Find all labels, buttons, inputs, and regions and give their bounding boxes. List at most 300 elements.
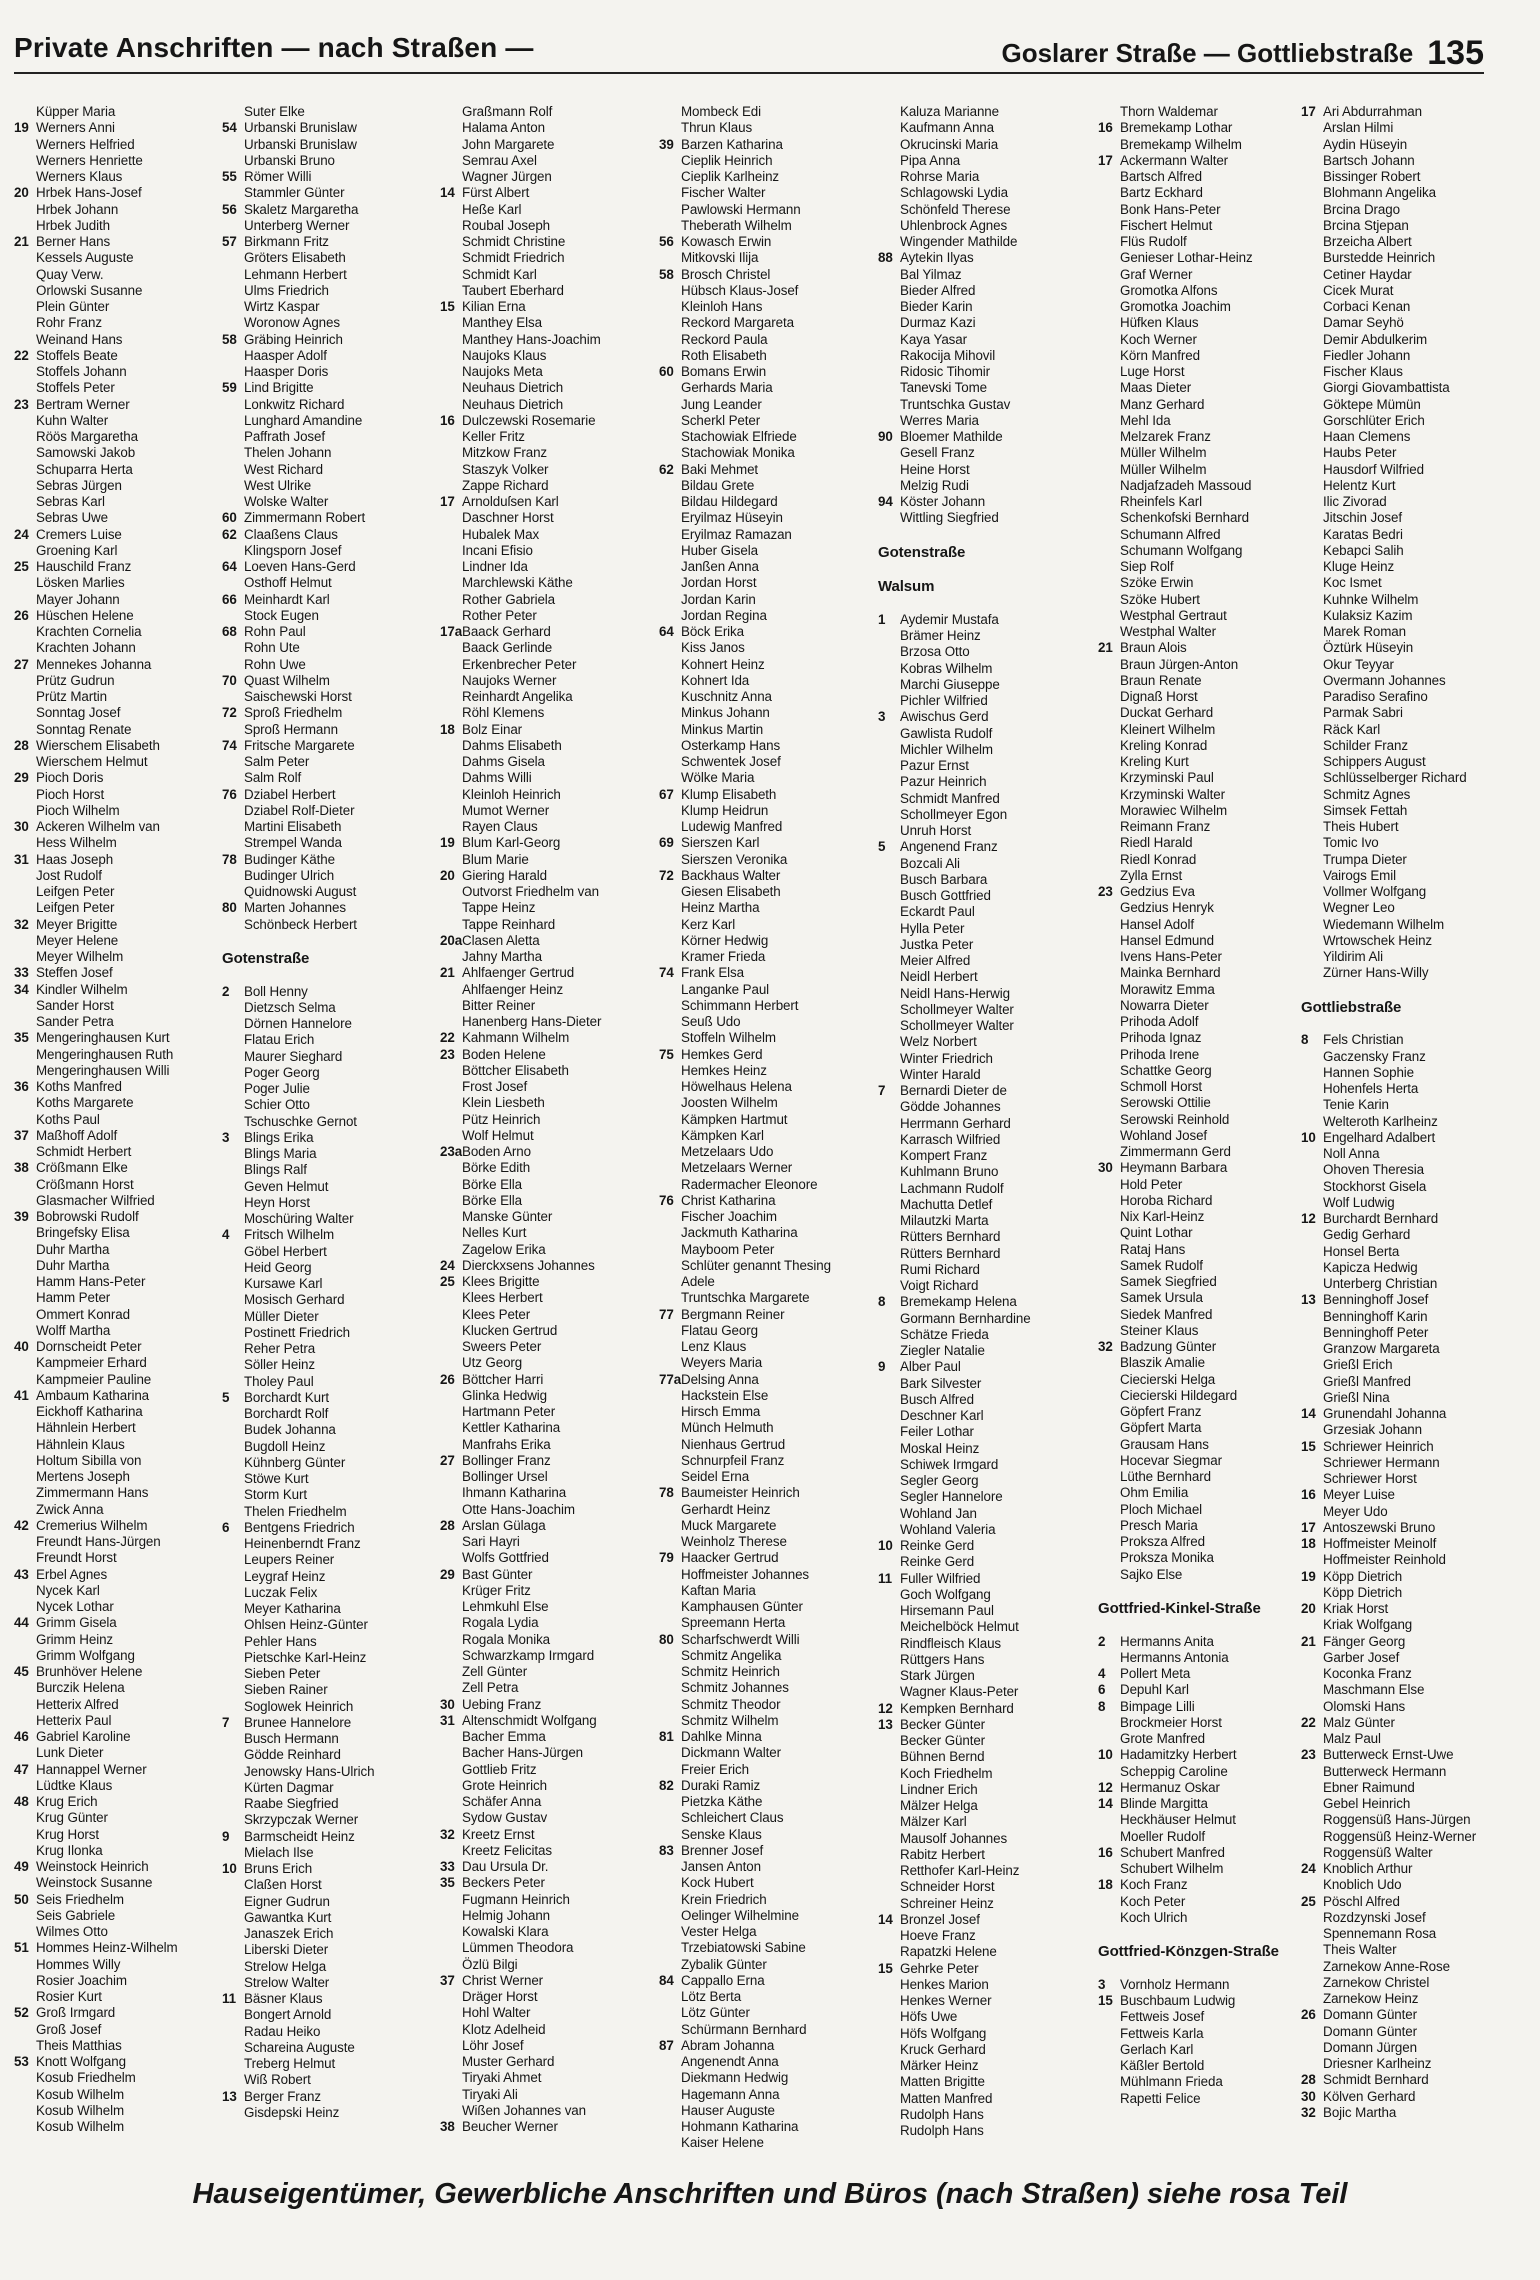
address-entry xyxy=(1301,1845,1484,1861)
resident-name: Hagemann Anna xyxy=(681,2086,780,2102)
resident-name: Grimm Wolfgang xyxy=(36,1647,135,1663)
spacer xyxy=(1301,1016,1484,1032)
address-entry xyxy=(878,364,1094,380)
resident-name: Hoffmeister Reinhold xyxy=(1323,1552,1446,1568)
house-number: 16 xyxy=(1098,1844,1113,1860)
resident-name: Proksza Alfred xyxy=(1120,1534,1205,1549)
resident-name: Tholey Paul xyxy=(244,1373,314,1389)
resident-name: Grießl Manfred xyxy=(1323,1373,1411,1389)
resident-name: Wolfs Gottfried xyxy=(462,1550,549,1566)
resident-name: Gerhards Maria xyxy=(681,380,773,396)
address-entry xyxy=(1098,1063,1297,1079)
address-entry xyxy=(14,819,218,835)
address-entry xyxy=(222,120,436,136)
address-entry xyxy=(1301,1276,1484,1292)
house-number: 2 xyxy=(222,983,230,999)
address-entry xyxy=(1098,1372,1297,1388)
address-entry xyxy=(1098,2026,1297,2042)
house-number: 24 xyxy=(1301,1861,1316,1876)
resident-name: Ploch Michael xyxy=(1120,1501,1203,1517)
resident-name: Ilic Zivorad xyxy=(1323,494,1387,509)
house-number: 32 xyxy=(440,1826,455,1842)
address-entry xyxy=(878,758,1094,774)
address-entry xyxy=(1301,1130,1484,1146)
address-entry xyxy=(1098,1650,1297,1666)
house-number: 31 xyxy=(14,851,29,867)
resident-name: Dornscheidt Peter xyxy=(36,1339,142,1354)
house-number: 1 xyxy=(878,611,886,627)
address-entry xyxy=(14,1567,218,1583)
resident-name: Szöke Hubert xyxy=(1120,591,1200,607)
address-entry xyxy=(659,1583,874,1599)
resident-name: Hähnlein Klaus xyxy=(36,1436,125,1452)
resident-name: Werners Helfried xyxy=(36,136,135,152)
resident-name: Kampmeier Erhard xyxy=(36,1355,147,1371)
address-entry xyxy=(1098,1682,1297,1698)
resident-name: Baki Mehmet xyxy=(681,461,759,477)
street-heading: Gottliebstraße xyxy=(1301,998,1402,1016)
resident-name: Borchardt Rolf xyxy=(244,1406,329,1421)
house-number: 59 xyxy=(222,380,237,396)
address-entry xyxy=(1098,949,1297,965)
address-entry xyxy=(222,1032,436,1048)
resident-name: Reckord Margareta xyxy=(681,315,794,331)
address-entry xyxy=(1098,835,1297,851)
address-entry xyxy=(14,835,218,851)
resident-name: Demir Abdulkerim xyxy=(1323,331,1428,347)
address-entry xyxy=(1301,1406,1484,1422)
resident-name: Bildau Hildegard xyxy=(681,494,778,509)
resident-name: Bonk Hans-Peter xyxy=(1120,201,1221,217)
resident-name: Wolske Walter xyxy=(244,494,329,509)
address-entry xyxy=(440,1859,655,1875)
resident-name: Prihoda Ignaz xyxy=(1120,1030,1202,1046)
address-entry xyxy=(222,1666,436,1682)
resident-name: Unruh Horst xyxy=(900,823,972,838)
address-entry xyxy=(878,1636,1094,1652)
address-entry xyxy=(659,527,874,543)
address-entry xyxy=(14,1762,218,1778)
address-entry xyxy=(1301,1942,1484,1958)
resident-name: Manthey Hans-Joachim xyxy=(462,331,601,347)
address-entry xyxy=(440,397,655,413)
resident-name: Bacher Emma xyxy=(462,1729,546,1744)
house-number: 14 xyxy=(878,1911,893,1927)
resident-name: Krein Friedrich xyxy=(681,1891,767,1907)
address-entry xyxy=(878,1116,1094,1132)
address-entry xyxy=(222,169,436,185)
resident-name: Bieder Karin xyxy=(900,299,973,314)
address-entry xyxy=(14,1047,218,1063)
resident-name: Bozcali Ali xyxy=(900,855,960,871)
address-entry xyxy=(14,884,218,900)
address-entry xyxy=(440,1810,655,1826)
address-entry xyxy=(14,462,218,478)
resident-name: Senske Klaus xyxy=(681,1826,762,1842)
resident-name: Busch Gottfried xyxy=(900,888,991,903)
address-entry xyxy=(440,1209,655,1225)
address-entry xyxy=(440,1485,655,1501)
resident-name: Göktepe Mümün xyxy=(1323,396,1421,412)
resident-name: Weinstock Susanne xyxy=(36,1875,153,1891)
address-entry xyxy=(1301,1536,1484,1552)
address-entry xyxy=(440,1225,655,1241)
resident-name: Glinka Hedwig xyxy=(462,1387,548,1403)
house-number: 80 xyxy=(222,900,237,916)
resident-name: Lind Brigitte xyxy=(244,380,314,396)
address-entry xyxy=(878,839,1094,855)
address-entry xyxy=(14,1193,218,1209)
address-entry xyxy=(1301,445,1484,461)
address-entry xyxy=(1098,1485,1297,1501)
resident-name: Siedek Manfred xyxy=(1120,1306,1213,1322)
resident-name: Koch Werner xyxy=(1120,331,1197,347)
resident-name: Brunhöver Helene xyxy=(36,1664,143,1679)
address-entry xyxy=(659,1274,874,1290)
resident-name: Schmitz Theodor xyxy=(681,1696,781,1712)
address-entry xyxy=(1301,657,1484,673)
resident-name: Helmig Johann xyxy=(462,1907,551,1923)
address-entry xyxy=(222,1569,436,1585)
address-entry xyxy=(1301,1894,1484,1910)
address-entry xyxy=(222,1747,436,1763)
resident-name: Naujoks Meta xyxy=(462,364,543,379)
address-entry xyxy=(878,1132,1094,1148)
address-entry xyxy=(1098,1534,1297,1550)
address-entry xyxy=(14,1095,218,1111)
address-entry xyxy=(14,868,218,884)
resident-name: Zell Petra xyxy=(462,1680,519,1696)
address-entry xyxy=(878,1099,1094,1115)
address-entry xyxy=(878,2026,1094,2042)
address-entry xyxy=(14,429,218,445)
resident-name: Gräbing Heinrich xyxy=(244,331,343,347)
address-entry xyxy=(1098,1829,1297,1845)
resident-name: Sari Hayri xyxy=(462,1534,520,1549)
address-entry xyxy=(222,267,436,283)
resident-name: Ihmann Katharina xyxy=(462,1485,567,1501)
resident-name: Dietzsch Selma xyxy=(244,999,336,1015)
resident-name: Quast Wilhelm xyxy=(244,672,330,688)
resident-name: Claßen Horst xyxy=(244,1877,322,1893)
resident-name: Feiler Lothar xyxy=(900,1424,974,1440)
resident-name: Huber Gisela xyxy=(681,542,758,558)
house-number: 58 xyxy=(222,331,237,347)
house-number: 35 xyxy=(440,1875,455,1891)
address-entry xyxy=(222,1260,436,1276)
resident-name: Minkus Johann xyxy=(681,705,770,721)
resident-name: Goch Wolfgang xyxy=(900,1586,991,1602)
resident-name: Bäsner Klaus xyxy=(244,1991,323,2006)
resident-name: Schmidt Manfred xyxy=(900,790,1000,806)
address-entry xyxy=(659,1225,874,1241)
house-number: 17 xyxy=(1098,152,1113,168)
resident-name: Fürst Albert xyxy=(462,185,530,201)
address-entry xyxy=(878,1571,1094,1587)
address-entry xyxy=(659,1550,874,1566)
resident-name: Sebras Jürgen xyxy=(36,477,122,493)
resident-name: Krzyminski Walter xyxy=(1120,786,1225,802)
address-entry xyxy=(222,673,436,689)
address-entry xyxy=(14,592,218,608)
address-entry xyxy=(659,1355,874,1371)
resident-name: Bergmann Reiner xyxy=(681,1306,785,1322)
resident-name: Fritsche Margarete xyxy=(244,737,355,753)
address-entry xyxy=(1301,202,1484,218)
address-entry xyxy=(1098,510,1297,526)
resident-name: Depuhl Karl xyxy=(1120,1682,1189,1698)
address-entry xyxy=(659,1713,874,1729)
address-entry xyxy=(14,1274,218,1290)
resident-name: Meyer Wilhelm xyxy=(36,949,124,964)
resident-name: Cieplik Karlheinz xyxy=(681,169,780,184)
address-entry xyxy=(1301,884,1484,900)
resident-name: Butterweck Ernst-Uwe xyxy=(1323,1747,1454,1763)
address-entry xyxy=(440,998,655,1014)
address-entry xyxy=(222,640,436,656)
address-entry xyxy=(1301,1309,1484,1325)
house-number: 13 xyxy=(1301,1292,1316,1308)
resident-name: Schmitz Johannes xyxy=(681,1680,789,1696)
resident-name: Rudolph Hans xyxy=(900,2106,984,2122)
street-heading: Gottfried-Könzgen-Straße xyxy=(1098,1943,1279,1961)
resident-name: Burstedde Heinrich xyxy=(1323,250,1436,266)
house-number: 27 xyxy=(14,656,29,672)
address-entry xyxy=(878,1749,1094,1765)
address-entry xyxy=(1098,819,1297,835)
resident-name: Keller Fritz xyxy=(462,429,525,444)
address-entry xyxy=(1301,494,1484,510)
address-entry xyxy=(222,1845,436,1861)
resident-name: Trumpa Dieter xyxy=(1323,851,1407,867)
resident-name: Vollmer Wolfgang xyxy=(1323,884,1427,899)
resident-name: Hoffmeister Johannes xyxy=(681,1566,810,1582)
house-number: 15 xyxy=(1301,1438,1316,1454)
address-entry xyxy=(440,1030,655,1046)
house-number: 45 xyxy=(14,1664,29,1679)
resident-name: Crößmann Horst xyxy=(36,1176,134,1192)
resident-name: Abram Johanna xyxy=(681,2037,775,2053)
resident-name: Gawantka Kurt xyxy=(244,1909,332,1925)
resident-name: Müller Wilhelm xyxy=(1120,461,1207,477)
address-entry xyxy=(1301,1032,1484,1048)
resident-name: Brcina Drago xyxy=(1323,201,1400,217)
address-entry xyxy=(1301,397,1484,413)
house-number: 25 xyxy=(14,559,29,574)
resident-name: Poger Georg xyxy=(244,1064,320,1080)
resident-name: Duhr Martha xyxy=(36,1257,110,1273)
address-entry xyxy=(440,1745,655,1761)
address-entry xyxy=(878,2107,1094,2123)
resident-name: Frank Elsa xyxy=(681,965,744,981)
resident-name: Serowski Reinhold xyxy=(1120,1111,1230,1127)
address-entry xyxy=(659,1778,874,1794)
address-entry xyxy=(659,1128,874,1144)
house-number: 3 xyxy=(1098,1976,1106,1992)
resident-name: Heinz Martha xyxy=(681,900,760,916)
address-entry xyxy=(1301,299,1484,315)
address-entry xyxy=(878,413,1094,429)
address-entry xyxy=(878,185,1094,201)
address-entry xyxy=(1098,787,1297,803)
resident-name: Brzosa Otto xyxy=(900,644,970,660)
resident-name: Kaiser Helene xyxy=(681,2135,764,2151)
house-number: 18 xyxy=(1301,1536,1316,1551)
resident-name: Koc Ismet xyxy=(1323,575,1382,591)
address-entry xyxy=(659,1599,874,1615)
address-entry xyxy=(659,1437,874,1453)
address-entry xyxy=(1098,1845,1297,1861)
address-entry xyxy=(222,1179,436,1195)
resident-name: Rataj Hans xyxy=(1120,1241,1186,1257)
resident-name: Rother Peter xyxy=(462,607,537,623)
resident-name: Morawitz Emma xyxy=(1120,981,1215,997)
address-entry xyxy=(659,2038,874,2054)
resident-name: Giering Harald xyxy=(462,867,547,883)
address-entry xyxy=(1301,965,1484,981)
address-entry xyxy=(440,1729,655,1745)
resident-name: Becker Günter xyxy=(900,1733,986,1748)
house-number: 88 xyxy=(878,250,893,266)
house-number: 77 xyxy=(659,1306,674,1322)
resident-name: Fischert Helmut xyxy=(1120,217,1213,233)
resident-name: Hüfken Klaus xyxy=(1120,315,1199,331)
address-entry xyxy=(222,478,436,494)
address-entry xyxy=(440,705,655,721)
resident-name: Duraki Ramiz xyxy=(681,1777,761,1793)
page-header xyxy=(14,28,1484,74)
address-entry xyxy=(659,673,874,689)
address-entry xyxy=(14,1079,218,1095)
address-entry xyxy=(222,462,436,478)
resident-name: Matten Manfred xyxy=(900,2090,993,2106)
resident-name: Bruns Erich xyxy=(244,1861,313,1876)
resident-name: Cappallo Erna xyxy=(681,1972,765,1988)
resident-name: Schiwek Irmgard xyxy=(900,1456,999,1472)
address-entry xyxy=(878,1034,1094,1050)
house-number: 12 xyxy=(1301,1211,1316,1226)
resident-name: Bremekamp Lothar xyxy=(1120,120,1233,136)
address-entry xyxy=(1301,510,1484,526)
resident-name: Schuparra Herta xyxy=(36,461,133,477)
address-entry xyxy=(878,742,1094,758)
resident-name: Joosten Wilhelm xyxy=(681,1095,778,1111)
address-entry xyxy=(1098,218,1297,234)
house-number: 14 xyxy=(1098,1796,1113,1811)
resident-name: Sebras Uwe xyxy=(36,510,108,526)
address-entry xyxy=(659,169,874,185)
resident-name: Grzesiak Johann xyxy=(1323,1422,1422,1438)
house-number: 52 xyxy=(14,2005,29,2021)
address-entry xyxy=(14,1420,218,1436)
address-entry xyxy=(222,689,436,705)
resident-name: Ridosic Tihomir xyxy=(900,364,991,379)
resident-name: Öztürk Hüseyin xyxy=(1323,640,1414,656)
address-entry xyxy=(222,787,436,803)
address-entry xyxy=(222,1975,436,1991)
resident-name: Brosch Christel xyxy=(681,266,771,282)
resident-name: Kobras Wilhelm xyxy=(900,660,993,676)
directory-column xyxy=(1098,104,1297,2107)
resident-name: Stammler Günter xyxy=(244,185,345,201)
resident-name: Gesell Franz xyxy=(900,445,975,461)
address-entry xyxy=(14,917,218,933)
address-entry xyxy=(440,2070,655,2086)
house-number: 10 xyxy=(1301,1129,1316,1145)
address-entry xyxy=(878,1879,1094,1895)
address-entry xyxy=(1098,754,1297,770)
address-entry xyxy=(878,904,1094,920)
address-entry xyxy=(878,969,1094,985)
resident-name: Hocevar Siegmar xyxy=(1120,1452,1222,1468)
address-entry xyxy=(878,1489,1094,1505)
resident-name: Söller Heinz xyxy=(244,1357,315,1373)
address-entry xyxy=(659,218,874,234)
address-entry xyxy=(1301,364,1484,380)
address-entry xyxy=(1098,413,1297,429)
house-number: 8 xyxy=(1301,1032,1309,1048)
address-entry xyxy=(222,1162,436,1178)
address-entry xyxy=(878,628,1094,644)
address-entry xyxy=(878,1928,1094,1944)
address-entry xyxy=(878,1441,1094,1457)
resident-name: Angenend Franz xyxy=(900,839,998,855)
house-number: 16 xyxy=(1098,120,1113,136)
resident-name: Schwentek Josef xyxy=(681,754,781,769)
address-entry xyxy=(222,1406,436,1422)
address-entry xyxy=(878,1311,1094,1327)
house-number: 6 xyxy=(222,1519,230,1535)
address-entry xyxy=(659,380,874,396)
address-entry xyxy=(878,510,1094,526)
address-entry xyxy=(222,1390,436,1406)
address-entry xyxy=(1098,592,1297,608)
resident-name: Bildau Grete xyxy=(681,477,755,493)
resident-name: Hemkes Heinz xyxy=(681,1062,767,1078)
resident-name: Jordan Karin xyxy=(681,591,756,607)
address-entry xyxy=(222,283,436,299)
resident-name: Schenkofski Bernhard xyxy=(1120,510,1250,526)
resident-name: Kiss Janos xyxy=(681,640,745,656)
address-entry xyxy=(440,1518,655,1534)
address-entry xyxy=(1301,2024,1484,2040)
resident-name: Tenie Karin xyxy=(1323,1097,1389,1113)
address-entry xyxy=(1098,1177,1297,1193)
resident-name: Weinstock Heinrich xyxy=(36,1859,149,1874)
address-entry xyxy=(1098,543,1297,559)
resident-name: Reher Petra xyxy=(244,1341,316,1356)
resident-name: Westphal Walter xyxy=(1120,624,1216,639)
address-entry xyxy=(1098,1079,1297,1095)
address-entry xyxy=(222,722,436,738)
resident-name: Honsel Berta xyxy=(1323,1243,1400,1259)
resident-name: Berger Franz xyxy=(244,2088,321,2104)
directory-column xyxy=(14,104,218,2135)
resident-name: Blohmann Angelika xyxy=(1323,185,1436,201)
resident-name: Trzebiatowski Sabine xyxy=(681,1940,806,1956)
address-entry xyxy=(1301,1731,1484,1747)
resident-name: Glasmacher Wilfried xyxy=(36,1192,155,1208)
resident-name: Göpfert Marta xyxy=(1120,1420,1202,1436)
address-entry xyxy=(222,1341,436,1357)
address-entry xyxy=(659,1502,874,1518)
resident-name: Hermanns Anita xyxy=(1120,1633,1214,1649)
house-number: 25 xyxy=(1301,1893,1316,1909)
resident-name: Moskal Heinz xyxy=(900,1440,980,1456)
resident-name: Schriewer Hermann xyxy=(1323,1454,1440,1470)
address-entry xyxy=(1098,1030,1297,1046)
house-number: 10 xyxy=(222,1861,237,1876)
